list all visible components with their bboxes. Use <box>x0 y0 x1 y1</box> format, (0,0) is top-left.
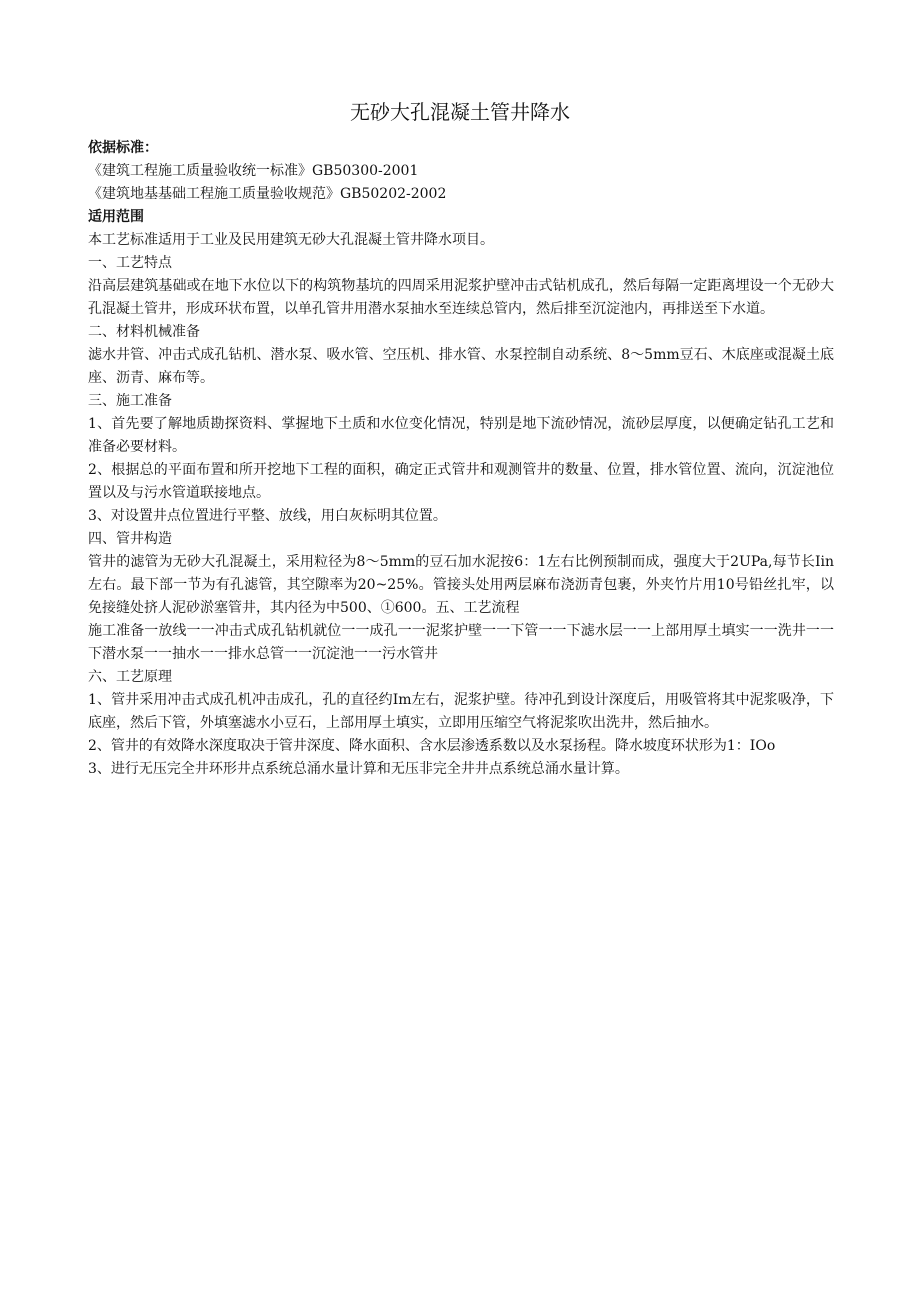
section-heading-preparation: 三、施工准备 <box>88 393 172 409</box>
process-flow-text: 施工准备一放线一一冲击式成孔钻机就位一一成孔一一泥浆护壁一一下管一一下滤水层一一上部用厚土填实一一洗井一一下潜水泵一一抽水一一排水总管一一沉淀池一一污水管井 <box>88 623 834 662</box>
scope-heading: 适用范围 <box>88 209 144 225</box>
document-title: 无砂大孔混凝土管井降水 <box>350 100 570 124</box>
standard-reference-2: 《建筑地基基础工程施工质量验收规范》GB50202-2002 <box>88 186 447 202</box>
section-heading-structure: 四、管井构造 <box>88 531 172 547</box>
scope-text: 本工艺标准适用于工业及民用建筑无砂大孔混凝土管井降水项目。 <box>88 232 494 248</box>
principle-item-1: 1、管井采用冲击式成孔机冲击成孔，孔的直径约Im左右，泥浆护壁。待冲孔到设计深度后，用吸管将其中泥浆吸净，下底座，然后下管，外填塞滤水小豆石，上部用厚土填实，立即用压缩空气将泥浆吹出洗井，然后抽水。 <box>88 692 834 731</box>
materials-text: 滤水井管、冲击式成孔钻机、潜水泵、吸水管、空压机、排水管、水泵控制自动系统、8～5mm豆石、木底座或混凝土底座、沥青、麻布等。 <box>88 347 834 386</box>
standard-reference-1: 《建筑工程施工质量验收统一标准》GB50300-2001 <box>88 163 419 179</box>
basis-heading: 依据标准： <box>88 140 158 156</box>
preparation-item-1: 1、首先要了解地质勘探资料、掌握地下土质和水位变化情况，特别是地下流砂情况，流砂层厚度，以便确定钻孔工艺和准备必要材料。 <box>88 416 834 455</box>
features-text: 沿高层建筑基础或在地下水位以下的构筑物基坑的四周采用泥浆护壁冲击式钻机成孔，然后每隔一定距离埋设一个无砂大孔混凝土管井，形成环状布置，以单孔管井用潜水泵抽水至连续总管内，然后排至沉淀池内，再排送至下水道。 <box>88 278 834 317</box>
preparation-item-3: 3、对设置井点位置进行平整、放线，用白灰标明其位置。 <box>88 508 447 524</box>
section-heading-materials: 二、材料机械准备 <box>88 324 200 340</box>
preparation-item-2: 2、根据总的平面布置和所开挖地下工程的面积，确定正式管井和观测管井的数量、位置，排水管位置、流向，沉淀池位置以及与污水管道联接地点。 <box>88 462 834 501</box>
principle-item-2: 2、管井的有效降水深度取决于管井深度、降水面积、含水层渗透系数以及水泵扬程。降水坡度环状形为1：IOo <box>88 738 776 754</box>
section-heading-principle: 六、工艺原理 <box>88 669 172 685</box>
principle-item-3: 3、进行无压完全井环形井点系统总涌水量计算和无压非完全井井点系统总涌水量计算。 <box>88 761 629 777</box>
section-heading-features: 一、工艺特点 <box>88 255 172 271</box>
structure-text: 管井的滤管为无砂大孔混凝土，采用粒径为8～5mm的豆石加水泥按6：1左右比例预制而成，强度大于2UPa,每节长Iin左右。最下部一节为有孔滤管，其空隙率为20~25%。管接头处用两层麻布浇沥青包裹，外夹竹片用10号铅丝扎牢，以免接缝处挤人泥砂淤塞管井，其内径为中500、①600。五、工艺流程 <box>88 554 834 616</box>
document-body <box>88 137 834 781</box>
